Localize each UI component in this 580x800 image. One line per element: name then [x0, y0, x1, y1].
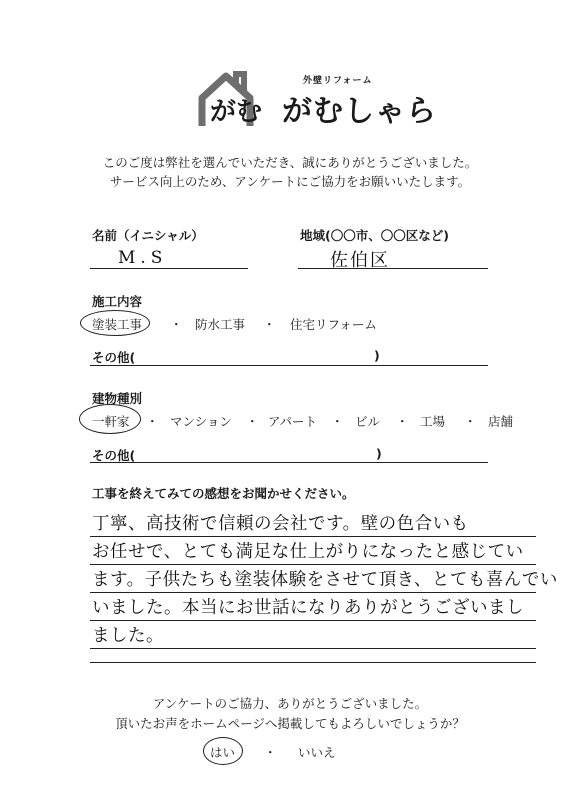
building-option-mansion[interactable]: マンション	[170, 414, 232, 429]
comment-rule	[90, 620, 536, 621]
brand-name: がむしゃら	[282, 94, 437, 129]
work-option-renovation[interactable]: 住宅リフォーム	[290, 317, 377, 332]
work-option-waterproof[interactable]: 防水工事	[195, 317, 246, 332]
comment-line-1: 丁寧、高技術で信頼の会社です。壁の色合いも	[92, 514, 469, 534]
answer-yes[interactable]: はい	[210, 745, 236, 760]
name-underline	[90, 268, 248, 269]
separator: ・	[331, 414, 344, 429]
work-option-painting[interactable]: 塗装工事	[92, 317, 143, 332]
building-other-label: その他(	[92, 448, 136, 463]
impression-prompt: 工事を終えてみての感想をお聞かせください。	[92, 486, 355, 501]
logo-mark-text: がむ	[210, 97, 263, 127]
comment-rule	[90, 536, 536, 537]
building-other-line[interactable]	[90, 462, 488, 463]
separator: ・	[464, 414, 477, 429]
footer-question: 頂いたお声をホームページへ掲載してもよろしいでしょうか？	[115, 716, 465, 731]
comment-rule	[90, 662, 536, 663]
comment-rule	[90, 648, 536, 649]
work-other-label: その他(	[92, 350, 136, 365]
comment-line-2: お任せで、とても満足な仕上がりになったと感じてい	[92, 542, 524, 562]
separator: ・	[170, 317, 183, 332]
comment-line-4: いました。本当にお世話になりありがとうございまし	[92, 598, 524, 618]
separator: ・	[246, 414, 259, 429]
building-other-close: )	[376, 446, 382, 461]
building-label: 建物種別	[92, 391, 143, 406]
intro-line-2: サービス向上のため、アンケートにご協力をお願いいたします。	[109, 174, 471, 189]
building-option-factory[interactable]: 工場	[420, 414, 446, 429]
region-label: 地域(〇〇市、〇〇区など)	[300, 228, 449, 243]
region-underline	[298, 268, 488, 269]
building-option-store[interactable]: 店舗	[488, 414, 514, 429]
region-value: 佐伯区	[330, 250, 390, 271]
comment-rule	[90, 564, 536, 565]
work-other-line[interactable]	[90, 365, 488, 366]
comment-rule	[90, 592, 536, 593]
building-option-building[interactable]: ビル	[355, 414, 381, 429]
brand-subtitle: 外壁リフォーム	[303, 76, 373, 86]
separator: ・	[396, 414, 409, 429]
building-option-house[interactable]: 一軒家	[92, 414, 130, 429]
intro-line-1: このご度は弊社を選んでいただき、誠にありがとうございました。	[102, 155, 478, 170]
house-logo-icon	[196, 68, 276, 130]
name-value: M.S	[118, 248, 168, 268]
work-other-close: )	[374, 348, 380, 363]
separator: ・	[263, 317, 276, 332]
name-label: 名前（イニシャル）	[92, 228, 204, 243]
footer-thanks: アンケートのご協力、ありがとうございました。	[152, 696, 428, 711]
comment-line-5: ました。	[92, 626, 164, 646]
work-label: 施工内容	[92, 294, 143, 309]
answer-no[interactable]: いいえ	[298, 745, 336, 760]
comment-line-3: ます。子供たちも塗装体験をさせて頂き、とても喜んでい	[92, 570, 558, 590]
building-option-apartment[interactable]: アパート	[268, 414, 318, 429]
separator: ・	[264, 745, 277, 760]
separator: ・	[146, 414, 159, 429]
